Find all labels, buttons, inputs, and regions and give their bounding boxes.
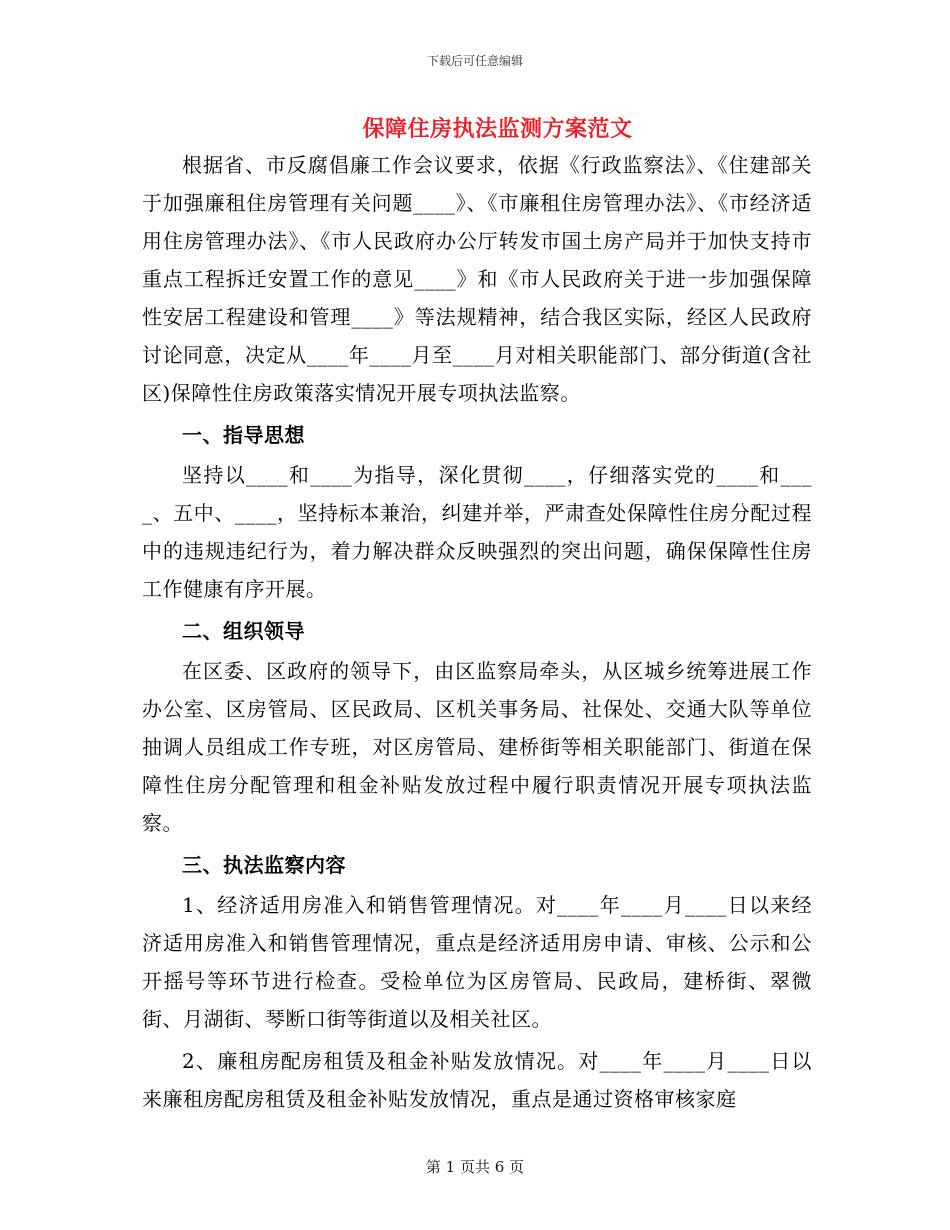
section-heading: 一、指导思想 [182,423,305,447]
section-paragraph: 在区委、区政府的领导下，由区监察局牵头，从区城乡统筹进展工作办公室、区房管局、区民政局、区机关事务局、社保处、交通大队等单位抽调人员组成工作专班，对区房管局、建桥街等相关职能部门、街道在保障性住房分配管理和租金补贴发放过程中履行职责情况开展专项执法监察。 [142,659,812,835]
section-paragraph: 1、经济适用房准入和销售管理情况。对____年____月____日以来经济适用房准入和销售管理情况，重点是经济适用房申请、审核、公示和公开摇号等环节进行检查。受检单位为区房管局、民政局，建桥街、翠微街、月湖街、琴断口街等街道以及相关社区。 [142,893,812,1031]
section-heading: 三、执法监察内容 [182,853,346,877]
page-number-footer: 第 1 页共 6 页 [425,1158,525,1176]
section-paragraph: 2、廉租房配房租赁及租金补贴发放情况。对____年____月____日以来廉租房配房租赁及租金补贴发放情况，重点是通过资格审核家庭 [142,1049,812,1111]
document-body [142,146,812,1118]
section-guiding-ideology [142,416,812,608]
document-title: 保障住房执法监测方案范文 [362,116,633,142]
section-organization-leadership [142,612,812,842]
section-paragraph: 坚持以____和____为指导，深化贯彻____，仔细落实党的____和____、五中、____，坚持标本兼治，纠建并举，严肃查处保障性住房分配过程中的违规违纪行为，着力解决群众反映强烈的突出问题，确保保障性住房工作健康有序开展。 [142,463,812,601]
intro-paragraph: 根据省、市反腐倡廉工作会议要求，依据《行政监察法》、《住建部关于加强廉租住房管理有关问题____》、《市廉租住房管理办法》、《市经济适用住房管理办法》、《市人民政府办公厅转发市国土房产局并于加快支持市重点工程拆迁安置工作的意见____》和《市人民政府关于进一步加强保障性安居工程建设和管理____》等法规精神，结合我区实际，经区人民政府讨论同意，决定从____年____月至____月对相关职能部门、部分街道(含社区)保障性住房政策落实情况开展专项执法监察。 [142,153,812,405]
section-supervision-content [142,846,812,1118]
section-heading: 二、组织领导 [182,619,305,643]
header-note: 下载后可任意编辑 [426,54,523,68]
